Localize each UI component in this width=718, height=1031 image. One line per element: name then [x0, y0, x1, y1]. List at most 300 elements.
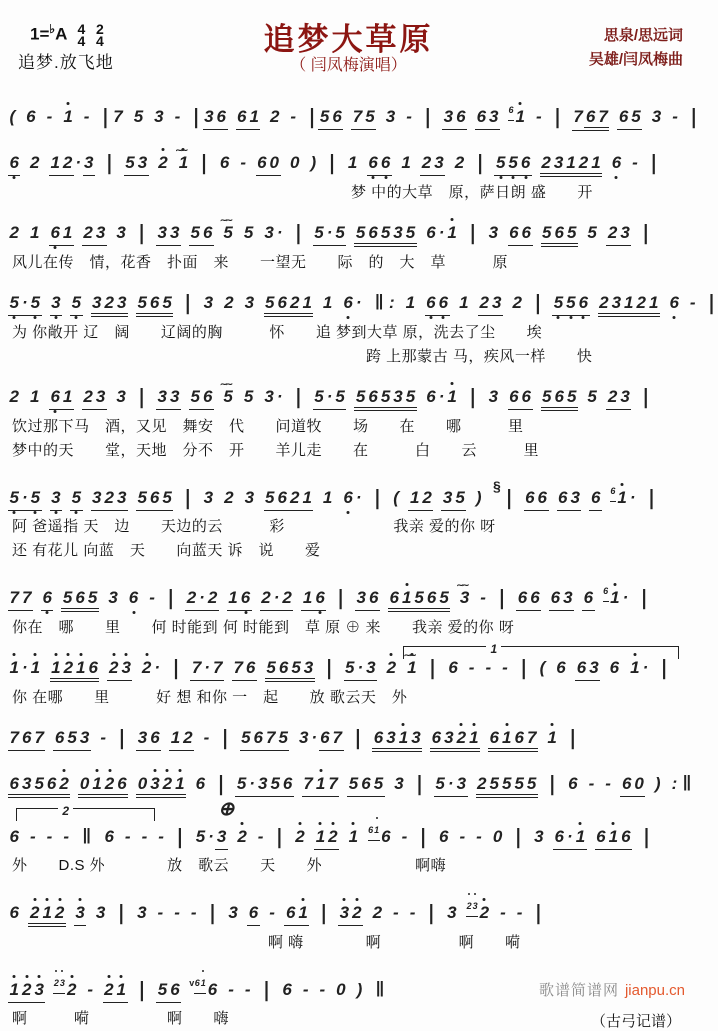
note: 1: [575, 827, 586, 846]
note: 1: [298, 903, 308, 922]
note: 1: [51, 658, 61, 677]
note: -: [174, 107, 181, 126]
notation-line: [6, 716, 691, 756]
note: 3: [411, 728, 421, 747]
note: 1: [315, 827, 326, 846]
transcriber-credit: （古弓记谱）: [590, 1013, 681, 1030]
notation-sequence: ( 6 - 1 - | 7 5 3 - | 3 6 6 1 2 - | 5 6 7 5 3 - | 3 6 6 3 6 1 - | 7 6 7 6 5 3 - |: [8, 107, 700, 126]
note: 6: [431, 728, 442, 747]
note: 2: [607, 223, 618, 242]
note: 1: [401, 588, 412, 607]
beam-group: [61, 588, 98, 609]
note: 3: [393, 223, 403, 242]
beam-group: [70, 293, 82, 316]
note: 6: [596, 827, 606, 846]
notation-line: [6, 141, 691, 181]
notation-line: [6, 762, 691, 802]
note: 2: [63, 658, 74, 677]
note: 6: [568, 774, 578, 793]
beam-group: [606, 387, 631, 410]
beam-group: [53, 728, 90, 751]
time-2-top: 2: [95, 21, 104, 38]
time-2-bottom: 4: [95, 33, 104, 50]
beam-group: [8, 728, 45, 751]
notation-sequence: 6 - - - ‖ 6 - - - | 5 · 3 2 - | 2 1 2 1 61 6 - | 6 - - 0 | 3 6 · 1 6 1 6 |: [8, 827, 653, 846]
watermark: [539, 979, 685, 1000]
note: -: [141, 827, 148, 846]
note: 2: [261, 588, 271, 607]
note: -: [476, 827, 482, 846]
beam-group: [78, 774, 128, 798]
beam-group: [425, 293, 450, 316]
note: 2: [9, 223, 19, 242]
notation-sequence: 2 1 6 1 2 3 3 | 3 3 5 6 ∼∼ 5 5 3 · | 5 · 5 5 6 5 3 5 6 · 1 | 3 6 6 5 6 5 5 2 3 |: [8, 387, 652, 406]
note: 1: [459, 293, 469, 312]
note: 7: [526, 728, 537, 747]
note: 3: [137, 153, 148, 172]
beam-group: [8, 980, 45, 1003]
note: 2: [352, 903, 362, 922]
note: 3: [589, 658, 599, 677]
note: -: [228, 980, 234, 999]
volta-number: 2: [58, 801, 73, 821]
note: 2: [386, 658, 397, 677]
beam-group: [82, 223, 107, 246]
beam-group: [136, 293, 173, 317]
beam-group: [227, 588, 252, 611]
note: ·: [311, 728, 318, 747]
notation-line: [6, 88, 697, 135]
beam-group: [524, 488, 549, 511]
note: -: [244, 980, 251, 999]
note: 5: [190, 223, 200, 242]
beam-group: [91, 293, 128, 314]
beam-group: [190, 658, 224, 681]
note: 6: [332, 107, 342, 126]
beam-group: [372, 728, 422, 749]
beam-group: [156, 387, 181, 410]
note: 5: [405, 223, 416, 242]
notation-sequence: 6 2 1 2 · 3 | 5 3 2 ∼∼ 1 | 6 - 6 0 0 ) | 1 6 6 1 2 3 2 | 5 5 6 2 3 1 2 1 6 - |: [8, 153, 660, 172]
note: 1: [228, 588, 238, 607]
note: 7: [212, 658, 223, 677]
beam-group: [8, 488, 42, 511]
note: 3: [170, 387, 180, 406]
note: -: [605, 774, 611, 793]
composer: 吴雄/闫凤梅曲: [588, 51, 683, 68]
note: 5: [542, 223, 552, 242]
note: 3: [620, 387, 630, 406]
note: 5: [133, 107, 144, 126]
note: 7: [303, 774, 313, 793]
note: 6: [476, 107, 487, 126]
note: 5: [380, 387, 391, 406]
beam-group: [264, 293, 314, 317]
note: ∼∼ 3: [458, 588, 470, 608]
note: 1: [591, 153, 601, 172]
beam-group: [61, 588, 98, 612]
note: 7: [573, 107, 583, 126]
note: 6: [257, 153, 267, 172]
note: 5: [243, 387, 254, 406]
lyric-line: 啊 嗬 啊 嗨: [12, 1010, 230, 1027]
note: 6: [54, 728, 65, 747]
beam-group: [49, 153, 74, 176]
subtitle: 追梦.放飞地: [18, 53, 114, 72]
score-line-4: [6, 281, 714, 369]
note: 0: [137, 774, 148, 793]
note: (: [539, 658, 546, 677]
note: 5: [195, 827, 206, 846]
note: -: [535, 107, 542, 126]
note: 6: [253, 728, 263, 747]
note: -: [203, 728, 210, 747]
note: 1: [447, 223, 457, 242]
beam-group: [83, 153, 95, 176]
lyric-line: 外 D.S 外 放 歌云 天 外 啊嗨: [12, 857, 447, 874]
note: ·: [154, 658, 161, 677]
note: -: [480, 588, 486, 607]
time-1-bottom: 4: [77, 33, 86, 50]
note: 3: [534, 827, 544, 846]
note: 3: [203, 488, 214, 507]
key-prefix: 1=: [30, 24, 50, 44]
note: ∼∼ 1: [177, 153, 189, 173]
beam-group: [408, 488, 433, 511]
note: 1: [30, 658, 41, 677]
note: 6: [521, 223, 531, 242]
lyric-line: 饮过那下马 酒，又见 舞安 代 问道牧 场 在 哪 里: [12, 418, 524, 435]
note: -: [149, 588, 155, 607]
beam-group: [541, 387, 578, 408]
note: 3: [393, 387, 403, 406]
beam-group: [215, 827, 227, 850]
note: 2: [477, 774, 487, 793]
note: 2: [289, 488, 300, 507]
note: 2: [328, 827, 338, 846]
note: 3: [157, 387, 168, 406]
note: 6: [285, 903, 296, 922]
note: 5: [157, 980, 168, 999]
note: 3: [116, 387, 126, 406]
note: 5: [365, 107, 375, 126]
volta-bracket: [16, 804, 155, 821]
note: 2: [21, 980, 32, 999]
note: 2: [9, 387, 19, 406]
beam-group: [256, 153, 281, 176]
watermark-url-link[interactable]: jianpu.cn: [624, 982, 685, 999]
note: 6: [26, 107, 36, 126]
note: 3: [472, 896, 478, 916]
note: ·: [629, 488, 636, 507]
note: ·: [208, 827, 214, 846]
note: 3: [228, 903, 238, 922]
beam-group: [156, 223, 181, 246]
beam-group: [235, 774, 294, 797]
note: 5: [542, 387, 552, 406]
note: 1: [409, 488, 420, 507]
lyric-line: 你 在哪 里 好 想 和你 一 起 放 歌云天 外: [12, 689, 408, 706]
note: 7: [21, 588, 32, 607]
note: 2: [479, 293, 489, 312]
note: 1: [9, 980, 19, 999]
beam-group: [606, 223, 631, 246]
beam-group: [552, 293, 589, 316]
beam-group: [236, 107, 261, 130]
notation-sequence: 2 1 6 1 2 3 3 | 3 3 5 6 ∼∼ 5 5 3 · | 5 · 5 5 6 5 3 5 6 · 1 | 3 6 6 5 6 5 5 2 3 |: [8, 223, 652, 242]
note: 5: [587, 223, 597, 242]
beam-group: [540, 153, 602, 174]
note: 0: [634, 774, 644, 793]
lyric-line: 为 你敞开 辽 阔 辽阔的胸 怀 追 梦到大草 原，洗去了尘 埃: [12, 324, 543, 341]
beam-group: [301, 588, 326, 611]
beam-group: [8, 774, 70, 798]
note: 3: [204, 107, 214, 126]
note: 5: [345, 658, 355, 677]
note: 1: [608, 827, 619, 846]
note: 1: [322, 293, 333, 312]
note: ·: [249, 774, 255, 793]
notation-line: [6, 375, 691, 415]
note: 6: [509, 387, 519, 406]
note: 6: [583, 588, 594, 607]
notation-sequence: 5 · 5 3 5 3 2 3 5 6 5 | 3 2 3 5 6 2 1 1 6 · ‖ : 1 6 6 1 2 3 2 | 5 5 6 2 3 1 2 1 6 - |: [8, 293, 718, 312]
note: 3: [563, 588, 573, 607]
note: 2: [29, 153, 40, 172]
note: 1: [322, 488, 333, 507]
beam-group: [354, 223, 416, 247]
note: ·: [326, 387, 333, 406]
note: 5: [9, 488, 19, 507]
score-line-5: [6, 375, 691, 463]
beam-group: [313, 223, 347, 246]
note: 7: [332, 728, 343, 747]
note: 7: [266, 728, 276, 747]
beam-group: [136, 488, 173, 511]
note: 2: [104, 293, 114, 312]
beam-group: [74, 903, 86, 926]
beam-group: [475, 107, 500, 130]
beam-group: [372, 728, 422, 752]
lyric-line: 阿 爸遥指 天 边 天边的云 彩 我亲 爱的你 呀: [12, 518, 496, 535]
note: 6: [369, 588, 379, 607]
note: 5: [501, 774, 512, 793]
note: 0: [290, 153, 300, 172]
note: 3: [298, 728, 309, 747]
note: 3: [59, 973, 65, 993]
beam-group: [265, 658, 315, 679]
note: 6: [558, 488, 568, 507]
note: 3: [244, 488, 255, 507]
note: 1: [29, 387, 40, 406]
notation-line: [6, 569, 691, 616]
note: 1: [50, 153, 60, 172]
note: ·: [438, 387, 445, 406]
note: 5: [566, 387, 577, 406]
note: 1: [9, 658, 19, 677]
beam-group: [478, 293, 503, 316]
note: 2: [456, 728, 467, 747]
beam-group: [50, 488, 62, 511]
beam-group: [388, 588, 450, 609]
note: 6: [368, 387, 378, 406]
note: 6: [128, 588, 139, 607]
note: ·: [21, 658, 28, 677]
lyric-line: 啊 嗨 啊 啊 嗬: [268, 934, 521, 951]
note: 6: [315, 588, 325, 607]
note: 3: [394, 774, 404, 793]
note: 6: [245, 658, 256, 677]
note: 3: [303, 658, 314, 677]
note: ·: [642, 658, 649, 677]
note: 5: [435, 774, 445, 793]
note: ·: [199, 588, 205, 607]
score-line-8: [6, 642, 691, 710]
beam-group: [189, 223, 214, 246]
note: 5: [508, 153, 518, 172]
score-line-7: [6, 569, 691, 640]
beam-group: [240, 728, 290, 751]
note: 6: [282, 980, 292, 999]
note: 6: [508, 105, 514, 115]
note: 2: [104, 774, 115, 793]
note: 3: [137, 728, 148, 747]
note: ·: [357, 658, 364, 677]
notation-sequence: 6 2 1 2 3 3 | 3 - - - | 3 6 - 6 1 | 3 2 2 - - | 3 23 2 - - |: [8, 903, 545, 922]
note: -: [46, 107, 53, 126]
note: (: [393, 488, 399, 507]
notation-line: [6, 469, 691, 515]
beam-group: [589, 488, 601, 511]
note: 5: [9, 293, 19, 312]
note: 6: [9, 153, 19, 172]
beam-group: [136, 774, 186, 795]
note: 3: [386, 728, 396, 747]
note: 1: [515, 107, 525, 126]
note: 6: [361, 774, 371, 793]
notation-sequence: 5 · 5 3 5 3 2 3 5 6 5 | 3 2 3 5 6 2 1 1 6 · | ( 1 2 3 5 )§ | 6 6 6 3 6 6 1 · |: [9, 478, 654, 510]
grace-notes: [368, 820, 380, 841]
note: 2: [422, 488, 432, 507]
beam-group: [91, 293, 128, 317]
note: 6: [537, 488, 547, 507]
note: 6: [277, 488, 287, 507]
note: ∼∼ 1: [406, 658, 418, 678]
note: 5: [489, 774, 499, 793]
note: -: [240, 153, 247, 172]
note: 6: [550, 588, 561, 607]
note: 6: [170, 980, 180, 999]
note: -: [29, 827, 36, 846]
beam-group: [319, 728, 344, 751]
notation-sequence: 6 3 5 6 2 0 1 2 6 0 3 2 1 6 | 5 · 3 5 6 7 1 7 5 6 5 3 | 5 · 3 2 5 5 5 5 | 6 - - 6 0 ) : ‖: [8, 774, 695, 793]
note: 6: [509, 223, 519, 242]
volta-number: 1: [486, 639, 501, 659]
score-line-12: [6, 884, 691, 955]
note: 1: [63, 107, 73, 126]
note: -: [257, 827, 264, 846]
note: 3: [489, 107, 499, 126]
note: 5: [67, 728, 77, 747]
beam-group: [49, 223, 74, 246]
note: 2: [66, 980, 77, 999]
note: 1: [302, 588, 313, 607]
note: ): [310, 153, 317, 172]
note: 6: [9, 827, 19, 846]
note: 1: [347, 153, 358, 172]
score-header: [0, 0, 697, 86]
note: 5: [270, 774, 280, 793]
note: 6: [381, 827, 391, 846]
note: -: [46, 827, 53, 846]
note: 6: [149, 293, 160, 312]
note: 6: [117, 774, 127, 793]
notation-line: [6, 884, 691, 931]
note: ·: [273, 588, 280, 607]
note: -: [174, 903, 180, 922]
note: 3: [51, 488, 61, 507]
note: 6: [277, 293, 287, 312]
note: -: [393, 903, 399, 922]
credits: [589, 24, 683, 72]
note: 2: [269, 107, 280, 126]
note: 6: [216, 107, 226, 126]
notation-sequence: 1 · 1 1 2 1 6 2 3 2 · | 7 · 7 7 6 5 6 5 3 | 5 · 3 2 ∼∼ 1 | 6 - - - | ( 6 6 3 6 1 · |: [8, 658, 671, 677]
beam-group: [41, 588, 53, 611]
note: 6: [282, 774, 293, 793]
note: 5: [348, 774, 359, 793]
note: 6: [554, 223, 564, 242]
note: 1: [405, 293, 416, 312]
song-title: 追梦大草原: [263, 22, 434, 57]
note: 5: [314, 223, 324, 242]
note: 6: [618, 107, 629, 126]
note: 6: [521, 387, 531, 406]
note: 6: [150, 728, 160, 747]
beam-group: [338, 903, 363, 926]
note: 3: [75, 903, 85, 922]
note: 2: [541, 153, 551, 172]
note: -: [319, 980, 326, 999]
note: -: [468, 658, 475, 677]
note: 1: [92, 774, 102, 793]
note: -: [500, 903, 506, 922]
beam-group: [351, 107, 376, 130]
notation-sequence: 1 2 3 23 2 - 2 1 | 5 6 $^v$61 6 - - | 6 - - 0 ) ‖: [8, 980, 388, 999]
note: 6: [489, 728, 499, 747]
note: 2: [599, 293, 609, 312]
beam-group: [367, 153, 392, 176]
note: 7: [191, 658, 202, 677]
note: 1: [401, 153, 411, 172]
note: -: [502, 658, 508, 677]
note: 5: [125, 153, 135, 172]
note: 6: [426, 293, 436, 312]
note: ): [475, 488, 482, 507]
note: 3: [121, 658, 131, 677]
note: 6: [426, 387, 436, 406]
grace-notes: [53, 973, 65, 994]
note: 3: [108, 588, 118, 607]
note: 2: [466, 896, 472, 916]
beam-group: [50, 293, 62, 316]
note: 5: [243, 223, 254, 242]
score-line-9: [6, 716, 691, 756]
beam-group: [355, 588, 380, 611]
beam-group: [265, 658, 315, 682]
beam-group: [344, 658, 378, 681]
note: 3: [488, 223, 499, 242]
